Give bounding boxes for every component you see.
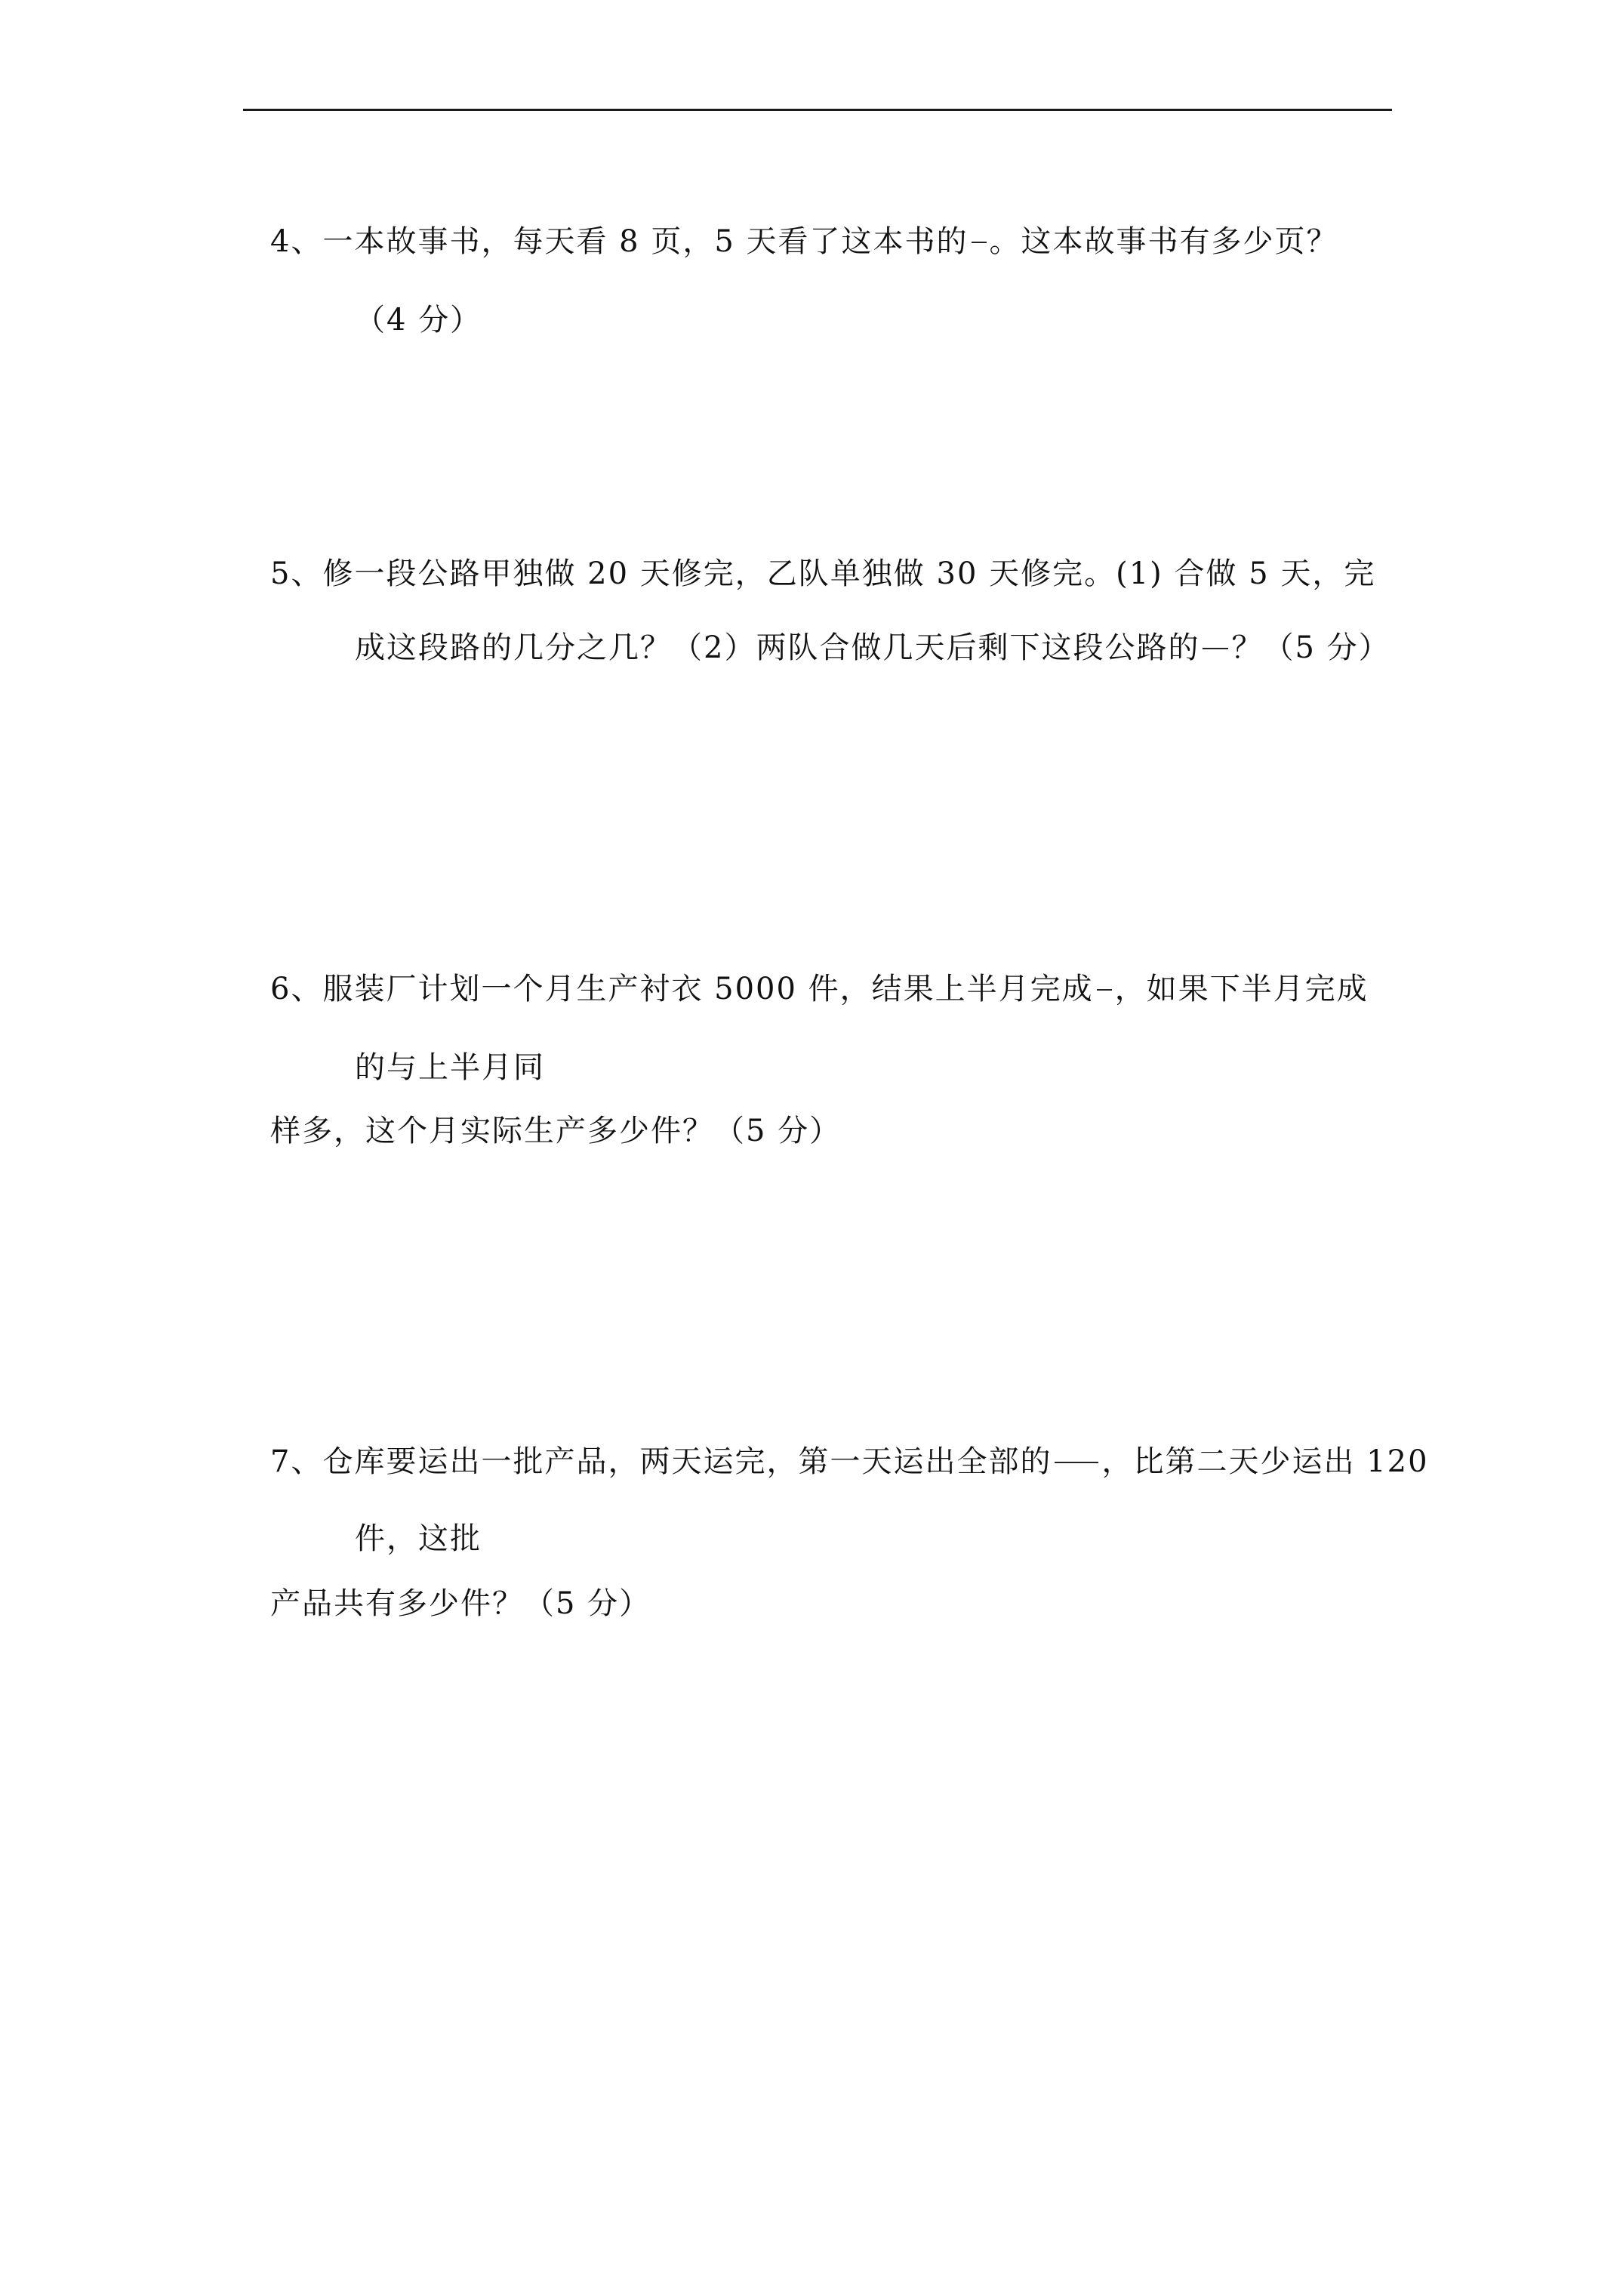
question-6-text-a: 6、服装厂计划一个月生产衬衣 5000 件，结果上半月完成	[270, 972, 1094, 1006]
question-6-line-1	[270, 969, 1369, 1009]
question-4-text-a: 4、一本故事书，每天看 8 页，5 天看了这本书的	[270, 224, 969, 259]
fraction-placeholder	[1055, 1462, 1098, 1463]
question-6-line-3: 样多，这个月实际生产多少件？（5 分）	[270, 1114, 842, 1148]
question-6-text-b: ，如果下半月完成	[1114, 972, 1369, 1006]
question-7-text-a: 7、仓库要运出一批产品，两天运完，第一天运出全部的	[270, 1444, 1052, 1479]
question-7-line-3: 产品共有多少件？（5 分）	[270, 1586, 651, 1621]
question-4-points: （4 分）	[355, 303, 482, 337]
question-5-text-a: 成这段路的几分之几？（2）两队合做几天后剩下这段公路的	[355, 630, 1200, 665]
fraction-placeholder	[1097, 989, 1112, 991]
question-4-line-1	[270, 222, 1338, 261]
header-rule	[243, 109, 1392, 111]
question-7-text-b: ，比第二天少运出 120	[1101, 1444, 1429, 1479]
question-6-line-2: 的与上半月同	[355, 1050, 545, 1085]
question-7-line-2: 件，这批	[355, 1521, 482, 1556]
fraction-placeholder	[972, 242, 987, 243]
question-5-text-b: ？（5 分）	[1231, 630, 1390, 665]
fraction-placeholder	[1203, 648, 1228, 649]
question-4-text-b: 。这本故事书有多少页？	[989, 224, 1338, 259]
question-5-line-2	[355, 628, 1390, 667]
question-5-line-1: 5、修一段公路甲独做 20 天修完，乙队单独做 30 天修完。(1) 合做 5 天，完	[270, 556, 1376, 591]
question-7-line-1	[270, 1442, 1429, 1481]
